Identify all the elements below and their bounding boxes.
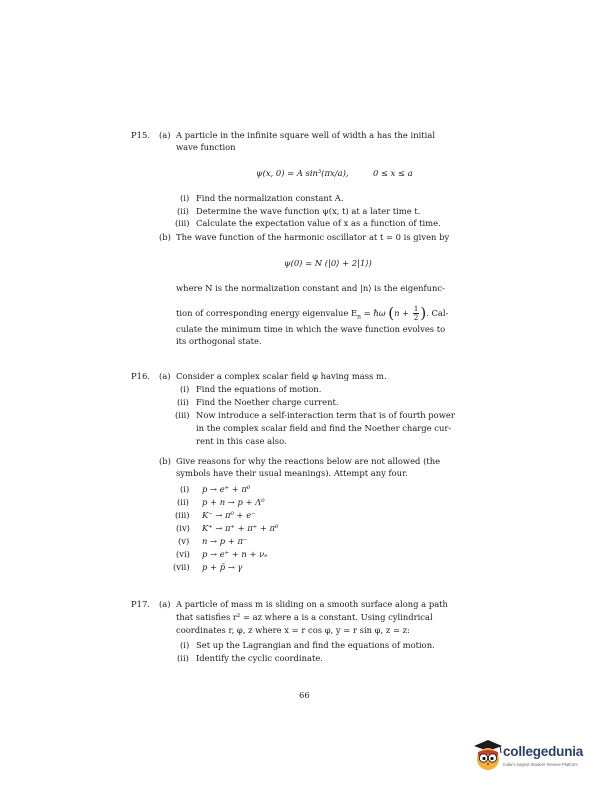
denominator: 2 bbox=[413, 314, 419, 322]
page-number: 66 bbox=[299, 690, 310, 700]
equation: ψ(0) = N (|0⟩ + 2|1⟩) bbox=[284, 258, 372, 268]
subscript: n bbox=[357, 313, 362, 321]
reaction-label: (vii) bbox=[173, 562, 190, 572]
subpart-label: (i) bbox=[180, 640, 190, 650]
problem-text: The wave function of the harmonic oscillator at t = 0 is given by bbox=[176, 232, 450, 242]
problem-text: A particle of mass m is sliding on a smooth surface along a path bbox=[176, 599, 448, 609]
problem-text: where N is the normalization constant and |n⟩ is the eigenfunc- bbox=[176, 283, 445, 293]
math-span: = ħω bbox=[361, 308, 386, 318]
problem-number: P15. bbox=[131, 130, 150, 140]
reaction-label: (vi) bbox=[176, 549, 190, 559]
numerator: 1 bbox=[413, 305, 419, 313]
subpart-text: Determine the wave function ψ(x, t) at a later time t. bbox=[196, 206, 421, 216]
problem-text: that satisfies r² = az where a is a constant. Using cylindrical bbox=[176, 612, 433, 622]
right-paren: ) bbox=[420, 304, 427, 322]
problem-text-with-fraction bbox=[176, 305, 448, 323]
reaction-label: (v) bbox=[178, 536, 190, 546]
subpart-text: Set up the Lagrangian and find the equations of motion. bbox=[196, 640, 435, 650]
problem-number: P16. bbox=[131, 371, 150, 381]
text-span: tion of corresponding energy eigenvalue E bbox=[176, 308, 358, 318]
subpart-label: (iii) bbox=[175, 410, 190, 420]
problem-text: A particle in the infinite square well of width a has the initial bbox=[176, 130, 436, 140]
subpart-label: (iii) bbox=[175, 218, 190, 228]
part-label: (b) bbox=[159, 232, 171, 242]
reaction-label: (iii) bbox=[175, 510, 190, 520]
subpart-label: (i) bbox=[180, 384, 190, 394]
subpart-label: (ii) bbox=[177, 206, 189, 216]
subpart-text: Find the Noether charge current. bbox=[196, 397, 339, 407]
subpart-label: (ii) bbox=[177, 397, 189, 407]
brand-name: collegedunia bbox=[503, 744, 584, 759]
reaction-label: (iv) bbox=[176, 523, 190, 533]
problem-number: P17. bbox=[131, 599, 150, 609]
math-span: n + bbox=[394, 308, 410, 318]
reaction-equation: K⁺ → π⁺ + π⁺ + π⁰ bbox=[202, 523, 279, 533]
equation: ψ(x, 0) = A sin³(πx/a), bbox=[256, 168, 349, 178]
reaction-equation: p → e⁺ + π⁰ bbox=[202, 484, 251, 494]
subpart-text: Find the normalization constant A. bbox=[196, 193, 344, 203]
part-label: (a) bbox=[159, 371, 171, 381]
part-label: (b) bbox=[159, 456, 171, 466]
subpart-text: Calculate the expectation value of x as a function of time. bbox=[196, 218, 441, 228]
reaction-equation: n → p + π⁻ bbox=[202, 536, 248, 546]
subpart-label: (ii) bbox=[177, 653, 189, 663]
problem-text: its orthogonal state. bbox=[176, 336, 262, 346]
owl-mascot-icon bbox=[472, 738, 504, 772]
problem-text: culate the minimum time in which the wave function evolves to bbox=[176, 324, 446, 334]
reaction-equation: p + n → p + Λ⁰ bbox=[202, 497, 265, 507]
part-label: (a) bbox=[159, 130, 171, 140]
reaction-label: (i) bbox=[180, 484, 190, 494]
reaction-equation: p → e⁺ + n + νₑ bbox=[202, 549, 268, 559]
problem-text: Consider a complex scalar field φ having mass m. bbox=[176, 371, 387, 381]
subpart-text: Now introduce a self-interaction term that is of fourth power bbox=[196, 410, 455, 420]
subpart-text: Find the equations of motion. bbox=[196, 384, 322, 394]
brand-tagline: India's largest Student Review Platform bbox=[503, 762, 578, 767]
subpart-text: rent in this case also. bbox=[196, 436, 287, 446]
problem-text: symbols have their usual meanings). Attempt any four. bbox=[176, 468, 408, 478]
part-label: (a) bbox=[159, 599, 171, 609]
problem-text: Give reasons for why the reactions below are not allowed (the bbox=[176, 456, 441, 466]
text-span: . Cal- bbox=[426, 308, 449, 318]
reaction-label: (ii) bbox=[177, 497, 189, 507]
subpart-label: (i) bbox=[180, 193, 190, 203]
subpart-text: in the complex scalar field and find the Noether charge cur- bbox=[196, 423, 452, 433]
left-paren: ( bbox=[388, 304, 395, 322]
equation-condition: 0 ≤ x ≤ a bbox=[373, 168, 413, 178]
subpart-text: Identify the cyclic coordinate. bbox=[196, 653, 323, 663]
problem-text: wave function bbox=[176, 142, 236, 152]
reaction-equation: K⁻ → π⁰ + e⁻ bbox=[202, 510, 256, 520]
reaction-equation: p + p̄ → γ bbox=[202, 562, 243, 572]
problem-text: coordinates r, φ, z where x = r cos φ, y = r sin φ, z = z: bbox=[176, 625, 410, 635]
fraction bbox=[413, 305, 419, 322]
